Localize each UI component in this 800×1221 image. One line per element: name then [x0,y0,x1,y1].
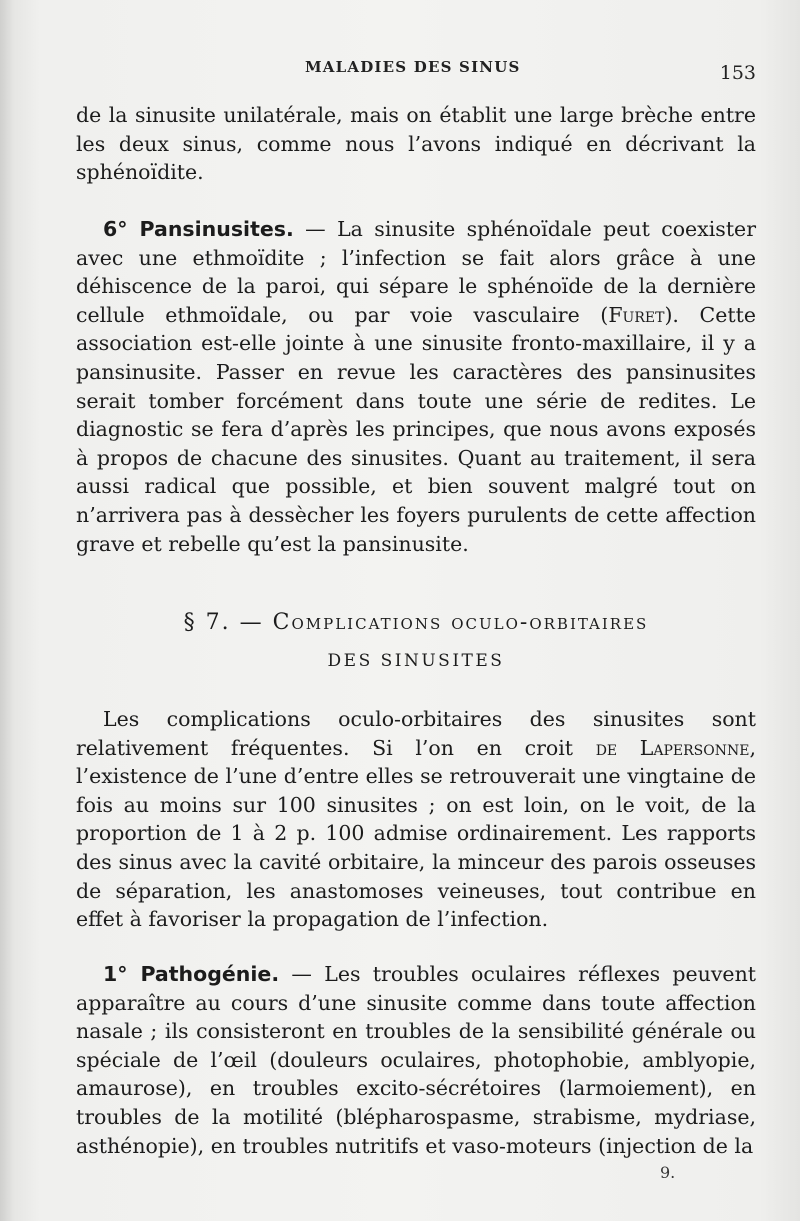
paragraph-text-part: — Les troubles oculaires réflexes peuvent apparaître au cours d’une sinusite comme dans toute affection nasale ; ils consisteront en troubles de la sensibilité générale ou spéciale de l’œil (douleurs oculaires, photophobie, amblyopie, amaurose), en troubles excito-sécrétoires (larmoiement), en troubles de la motilité (blépharospasme, strabisme, mydriase, asthénopie), en troubles nutritifs et vaso-moteurs (injection de la [76,962,757,1158]
paragraph-body [76,705,756,934]
author-name: Furet [608,302,665,327]
paragraph-pansinusites [76,215,756,558]
paragraph-pathogenie [76,960,756,1160]
subsection-heading: 6° Pansinusites. [103,217,294,241]
author-name: de Lapersonne [595,735,750,760]
paragraph-text-part: Les complications oculo-orbitaires des sinusites sont relativement fréquentes. Si l’on en croit [76,707,756,760]
paragraph-body [76,960,756,1160]
paragraph-continuation [76,101,756,187]
page-number: 153 [719,62,756,84]
section-title: Complications oculo-orbitaires [272,610,649,635]
paragraph-body [76,215,756,558]
paragraph-text-part: ). Cette association est-elle jointe à une sinusite fronto-maxillaire, il y a pansinusite. Passer en revue les caractères des pansinusites serait tomber forcément dans toute une série de redites. Le diagnostic se fera d’après les principes, que nous avons exposés à propos de chacune des sinusites. Quant au traitement, il sera aussi radical que possible, et bien souvent malgré tout on n’arrivera pas à dessècher les foyers purulents de cette affection grave et rebelle qu’est la pansinusite. [76,302,756,556]
paragraph-text: de la sinusite unilatérale, mais on établit une large brèche entre les deux sinus, comme nous l’avons indiqué en décrivant la sphénoïdite. [76,103,756,185]
running-title: MALADIES DES SINUS [305,58,521,76]
signature-mark: 9. [660,1163,676,1182]
running-header [0,58,800,86]
paragraph-text-part: — La sinusite sphénoïdale peut coexister avec une ethmoïdite ; l’infection se fait alors grâce à une déhiscence de la paroi, qui sépare le sphénoïde de la dernière cellule ethmoïdale, ou par voie vasculaire ( [76,217,756,327]
section-title-line [76,606,756,640]
subsection-heading: 1° Pathogénie. [103,962,280,986]
section-subtitle: DES SINUSITES [327,651,505,671]
paragraph-complications [76,705,756,934]
paragraph-text-part: , l’existence de l’une d’entre elles se retrouverait une vingtaine de fois au moins sur 100 sinusites ; on est loin, on le voit, de la proportion de 1 à 2 p. 100 admise ordinairement. Les rapports des sinus avec la cavité orbitaire, la minceur des parois osseuses de séparation, les anastomoses veineuses, tout contribue en effet à favoriser la propagation de l’infection. [76,735,757,932]
section-heading [76,606,756,678]
section-number: § 7. — [183,610,273,635]
